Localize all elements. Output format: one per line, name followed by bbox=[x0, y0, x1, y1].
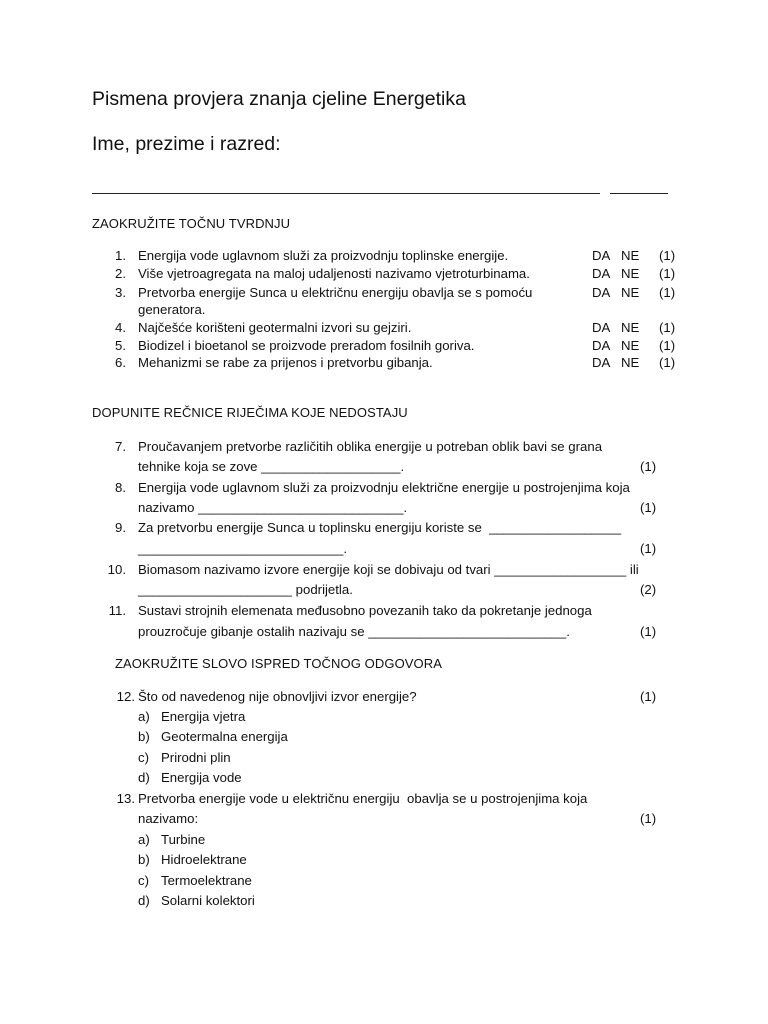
option-letter[interactable]: d) bbox=[138, 770, 150, 785]
item-text: Energija vode uglavnom služi za proizvodnju električne energije u postrojenjima koja bbox=[138, 480, 630, 495]
item-number: 3. bbox=[115, 285, 126, 300]
answer-yes[interactable]: DA bbox=[592, 320, 611, 335]
answer-yes[interactable]: DA bbox=[592, 248, 611, 263]
item-number: 1. bbox=[115, 248, 126, 263]
question-points: (1) bbox=[640, 811, 657, 826]
answer-no[interactable]: NE bbox=[621, 248, 640, 263]
option-letter[interactable]: a) bbox=[138, 832, 150, 847]
item-text: Više vjetroagregata na maloj udaljenosti nazivamo vjetroturbinama. bbox=[138, 266, 530, 281]
item-text: Mehanizmi se rabe za prijenos i pretvorbu gibanja. bbox=[138, 355, 433, 370]
option-letter[interactable]: c) bbox=[138, 873, 149, 888]
answer-yes[interactable]: DA bbox=[592, 285, 611, 300]
name-label: Ime, prezime i razred: bbox=[92, 133, 281, 155]
item-number: 8. bbox=[115, 480, 126, 495]
answer-yes[interactable]: DA bbox=[592, 355, 611, 370]
option-letter[interactable]: a) bbox=[138, 709, 150, 724]
answer-no[interactable]: NE bbox=[621, 285, 640, 300]
item-points: (1) bbox=[659, 266, 676, 281]
option-text: Solarni kolektori bbox=[161, 893, 255, 908]
answer-yes[interactable]: DA bbox=[592, 338, 611, 353]
item-points: (1) bbox=[640, 500, 657, 515]
item-text: Energija vode uglavnom služi za proizvodnju toplinske energije. bbox=[138, 248, 509, 263]
question-text-continued: nazivamo: bbox=[138, 811, 199, 826]
item-number: 9. bbox=[115, 520, 126, 535]
item-text-blank[interactable]: tehnike koja se zove ___________________. bbox=[138, 459, 405, 474]
answer-no[interactable]: NE bbox=[621, 338, 640, 353]
item-points: (1) bbox=[640, 541, 657, 556]
item-text: Proučavanjem pretvorbe različitih oblika energije u potreban oblik bavi se grana bbox=[138, 439, 603, 454]
option-text: Energija vjetra bbox=[161, 709, 246, 724]
page-title: Pismena provjera znanja cjeline Energetika bbox=[92, 88, 466, 110]
item-points: (1) bbox=[659, 248, 676, 263]
item-text: Biodizel i bioetanol se proizvode preradom fosilnih goriva. bbox=[138, 338, 475, 353]
item-points: (1) bbox=[659, 285, 676, 300]
item-text-blank[interactable]: nazivamo ____________________________. bbox=[138, 500, 408, 515]
item-points: (1) bbox=[659, 338, 676, 353]
option-text: Geotermalna energija bbox=[161, 729, 288, 744]
option-letter[interactable]: c) bbox=[138, 750, 149, 765]
item-number: 5. bbox=[115, 338, 126, 353]
question-points: (1) bbox=[640, 689, 657, 704]
section-heading-multiple-choice: ZAOKRUŽITE SLOVO ISPRED TOČNOG ODGOVORA bbox=[115, 656, 443, 671]
item-number: 10. bbox=[107, 562, 126, 577]
item-number: 4. bbox=[115, 320, 126, 335]
question-number: 13. bbox=[116, 791, 135, 806]
answer-yes[interactable]: DA bbox=[592, 266, 611, 281]
item-points: (1) bbox=[640, 459, 657, 474]
section-heading-true-false: ZAOKRUŽITE TOČNU TVRDNJU bbox=[92, 216, 291, 231]
option-text: Energija vode bbox=[161, 770, 242, 785]
answer-no[interactable]: NE bbox=[621, 355, 640, 370]
question-text: Pretvorba energije vode u električnu energiju obavlja se u postrojenjima koja bbox=[138, 791, 588, 806]
item-number: 11. bbox=[108, 603, 126, 618]
question-number: 12. bbox=[116, 689, 135, 704]
option-letter[interactable]: b) bbox=[138, 852, 150, 867]
section-heading-fill-in: DOPUNITE REČNICE RIJEČIMA KOJE NEDOSTAJU bbox=[92, 405, 408, 420]
item-text: Najčešće korišteni geotermalni izvori su gejziri. bbox=[138, 320, 412, 335]
item-text-continued: generatora. bbox=[138, 302, 206, 317]
name-line[interactable] bbox=[92, 193, 600, 194]
item-text-blank[interactable]: Za pretvorbu energije Sunca u toplinsku energiju koriste se __________________ bbox=[138, 520, 622, 535]
item-text-blank[interactable]: prouzročuje gibanje ostalih nazivaju se ___________________________. bbox=[138, 624, 570, 639]
answer-no[interactable]: NE bbox=[621, 320, 640, 335]
item-number: 6. bbox=[115, 355, 126, 370]
item-points: (1) bbox=[640, 624, 657, 639]
item-text: Pretvorba energije Sunca u električnu energiju obavlja se s pomoću bbox=[138, 285, 533, 300]
class-line[interactable] bbox=[610, 193, 668, 194]
option-text: Turbine bbox=[161, 832, 206, 847]
item-text: Sustavi strojnih elemenata međusobno povezanih tako da pokretanje jednoga bbox=[138, 603, 592, 618]
item-text-blank[interactable]: Biomasom nazivamo izvore energije koji se dobivaju od tvari __________________ ili bbox=[138, 562, 639, 577]
option-letter[interactable]: b) bbox=[138, 729, 150, 744]
answer-no[interactable]: NE bbox=[621, 266, 640, 281]
item-number: 2. bbox=[115, 266, 126, 281]
option-letter[interactable]: d) bbox=[138, 893, 150, 908]
item-points: (2) bbox=[640, 582, 657, 597]
item-points: (1) bbox=[659, 355, 676, 370]
item-text-blank[interactable]: _____________________ podrijetla. bbox=[138, 582, 353, 597]
option-text: Hidroelektrane bbox=[161, 852, 247, 867]
option-text: Prirodni plin bbox=[161, 750, 231, 765]
option-text: Termoelektrane bbox=[161, 873, 252, 888]
item-points: (1) bbox=[659, 320, 676, 335]
item-number: 7. bbox=[115, 439, 126, 454]
item-text-blank[interactable]: ____________________________. bbox=[138, 541, 348, 556]
question-text: Što od navedenog nije obnovljivi izvor energije? bbox=[138, 689, 417, 704]
